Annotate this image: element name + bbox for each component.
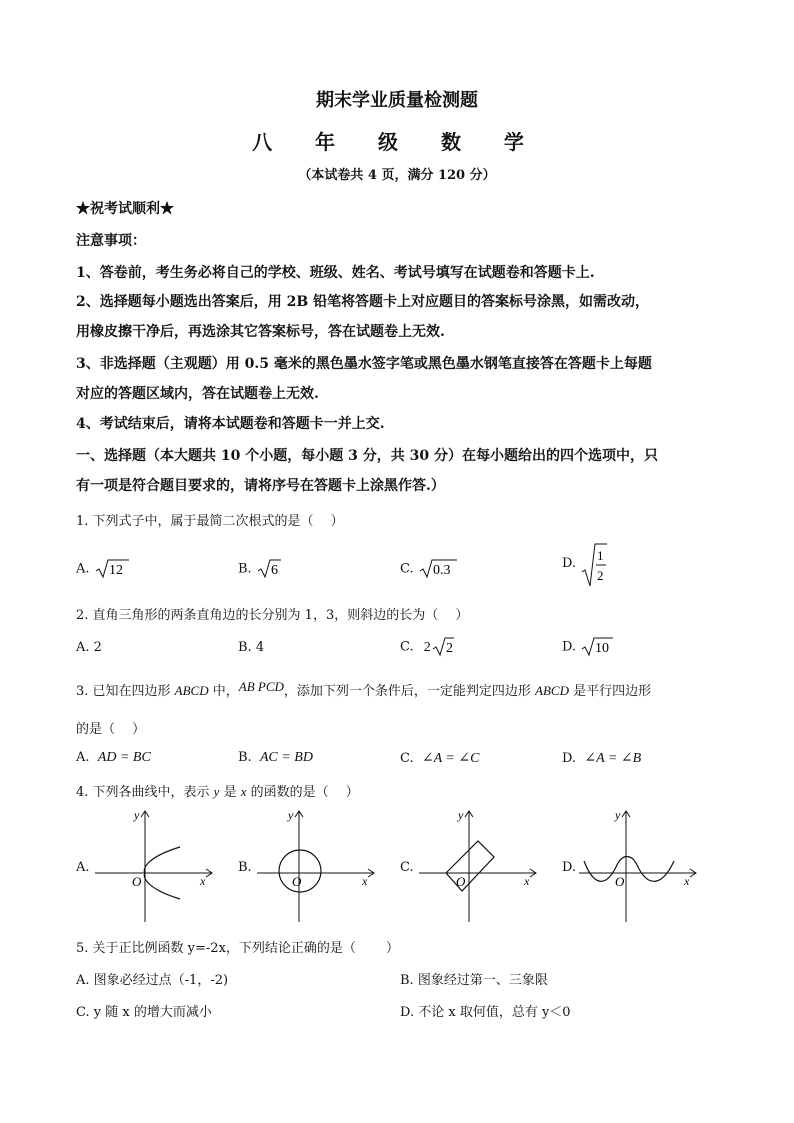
origin-label: O (292, 874, 302, 889)
q3-option-d (562, 750, 641, 767)
q1-stem: 1. 下列式子中，属于最简二次根式的是（ ） (76, 514, 344, 529)
q4-graph-c (416, 805, 540, 925)
q4-stem (76, 781, 359, 800)
q1-option-d-label: D. (562, 555, 577, 571)
q3-stem-part-d: 是平行四边形 (569, 684, 652, 699)
page-title: 期末学业质量检测题 (316, 90, 478, 111)
q2-c-coefficient: 2 (423, 639, 431, 655)
q3-option-c-text: ∠A = ∠C (421, 751, 480, 766)
origin-label: O (132, 874, 142, 889)
q3-option-b-label: B. (238, 750, 252, 765)
parabola-graph-icon (92, 805, 216, 925)
q3-option-a-text: AD = BC (97, 750, 151, 765)
axis-y-label: y (458, 808, 464, 822)
q1-option-b (238, 558, 282, 580)
q3-stem-part-b: 中， (208, 684, 239, 699)
sqrt-symbol-icon (94, 558, 130, 580)
q2-option-b: B. 4 (238, 640, 265, 655)
q3-stem-line-2: 的是（ ） (76, 722, 146, 737)
q3-option-b-text: AC = BD (259, 750, 313, 765)
axis-y-label: y (134, 808, 140, 822)
q3-option-d-text: ∠A = ∠B (584, 751, 642, 766)
axis-x-label: x (362, 874, 368, 888)
q3-quad-name: ABCD (174, 683, 209, 698)
q1-d-numerator: 1 (597, 548, 604, 563)
q3-quad-name-2: ABCD (535, 683, 569, 698)
q1-option-a-label: A. (76, 561, 90, 577)
q5-option-c: C. y 随 x 的增大而减小 (76, 1005, 212, 1020)
axis-y-label: y (288, 808, 294, 822)
sqrt-symbol-icon (256, 558, 282, 580)
page-subtitle: 八 年 级 数 学 (252, 130, 542, 154)
q1-option-b-label: B. (238, 561, 252, 577)
wish-line: ★祝考试顺利★ (76, 201, 174, 217)
q3-option-a (76, 750, 151, 766)
section-1-line-1: 一、选择题（本大题共 10 个小题，每小题 3 分，共 30 分）在每小题给出的四个选项中，只 (76, 448, 658, 464)
q3-option-c-label: C. (400, 751, 414, 766)
q4-graph-a (92, 805, 216, 925)
q4-var-x: x (240, 784, 247, 799)
notice-item-3-line-1: 3、非选择题（主观题）用 0.5 毫米的黑色墨水签字笔或黑色墨水钢笔直接答在答题卡上每题 (76, 356, 652, 372)
notice-item-4: 4、考试结束后，请将本试题卷和答题卡一并上交. (76, 416, 385, 432)
sqrt-symbol-icon (418, 558, 458, 580)
q4-option-a-label: A. (76, 860, 90, 875)
origin-label: O (456, 874, 466, 889)
q2-option-c-label: C. (400, 639, 414, 655)
circle-graph-icon (254, 805, 378, 925)
page-note: （本试卷共 4 页，满分 120 分） (298, 168, 496, 183)
q3-option-d-label: D. (562, 751, 577, 766)
q4-stem-part-a: 4. 下列各曲线中，表示 (76, 785, 214, 800)
q4-graph-b (254, 805, 378, 925)
origin-label: O (615, 874, 625, 889)
sqrt-fraction-icon (580, 542, 608, 588)
notice-item-2-line-2: 用橡皮擦干净后，再选涂其它答案标号，答在试题卷上无效. (76, 324, 445, 340)
q1-option-c (400, 558, 458, 580)
axis-x-label: x (200, 874, 206, 888)
axis-x-label: x (524, 874, 530, 888)
q3-parallel-condition: AB PCD (238, 679, 284, 694)
notice-item-2-line-1: 2、选择题每小题选出答案后，用 2B 铅笔将答题卡上对应题目的答案标号涂黑，如需改动， (76, 294, 650, 310)
q5-stem: 5. 关于正比例函数 y=-2x，下列结论正确的是（ ） (76, 941, 400, 956)
q2-option-d (562, 636, 614, 658)
q4-var-y: y (213, 784, 220, 799)
q5-option-b: B. 图象经过第一、三象限 (400, 973, 548, 988)
q4-option-d-label: D. (562, 860, 577, 875)
notice-item-3-line-2: 对应的答题区域内，答在试题卷上无效. (76, 386, 319, 402)
q1-d-denominator: 2 (597, 568, 604, 583)
notice-item-1: 1、答卷前，考生务必将自己的学校、班级、姓名、考试号填写在试题卷和答题卡上. (76, 265, 595, 281)
q2-option-a: A. 2 (76, 640, 102, 655)
q2-c-radicand: 2 (445, 641, 453, 656)
rectangle-graph-icon (416, 805, 540, 925)
q3-option-c (400, 750, 479, 767)
q2-option-d-label: D. (562, 639, 577, 655)
sqrt-symbol-icon (431, 636, 455, 658)
wave-graph-icon (576, 805, 700, 925)
q2-option-c (400, 636, 455, 658)
axis-x-label: x (684, 874, 690, 888)
q1-b-radicand: 6 (270, 563, 278, 578)
sqrt-symbol-icon (580, 636, 614, 658)
q5-option-a: A. 图象必经过点（-1，-2) (76, 973, 229, 988)
q1-a-radicand: 12 (108, 563, 123, 578)
section-1-line-2: 有一项是符合题目要求的，请将序号在答题卡上涂黑作答.） (76, 478, 445, 494)
q4-graph-d (576, 805, 700, 925)
axis-y-label: y (615, 808, 621, 822)
q3-option-a-label: A. (76, 750, 90, 765)
q1-option-c-label: C. (400, 561, 414, 577)
q4-option-b-label: B. (238, 860, 252, 875)
q3-stem-part-c: ，添加下列一个条件后，一定能判定四边形 (283, 684, 536, 699)
q3-stem-part-a: 3. 已知在四边形 (76, 684, 175, 699)
q5-option-d: D. 不论 x 取何值，总有 y＜0 (400, 1005, 571, 1020)
q2-stem: 2. 直角三角形的两条直角边的长分别为 1，3，则斜边的长为（ ） (76, 608, 469, 623)
q2-d-radicand: 10 (595, 641, 610, 656)
q4-option-c-label: C. (400, 860, 414, 875)
q4-stem-part-b: 是 (219, 785, 241, 800)
q1-c-radicand: 0.3 (432, 563, 451, 578)
q1-option-a (76, 558, 130, 580)
notice-heading: 注意事项： (76, 233, 146, 249)
q1-option-d (562, 542, 608, 588)
q3-stem-line-1 (76, 680, 651, 699)
q3-option-b (238, 750, 313, 766)
q4-stem-part-c: 的函数的是（ ） (246, 785, 359, 800)
